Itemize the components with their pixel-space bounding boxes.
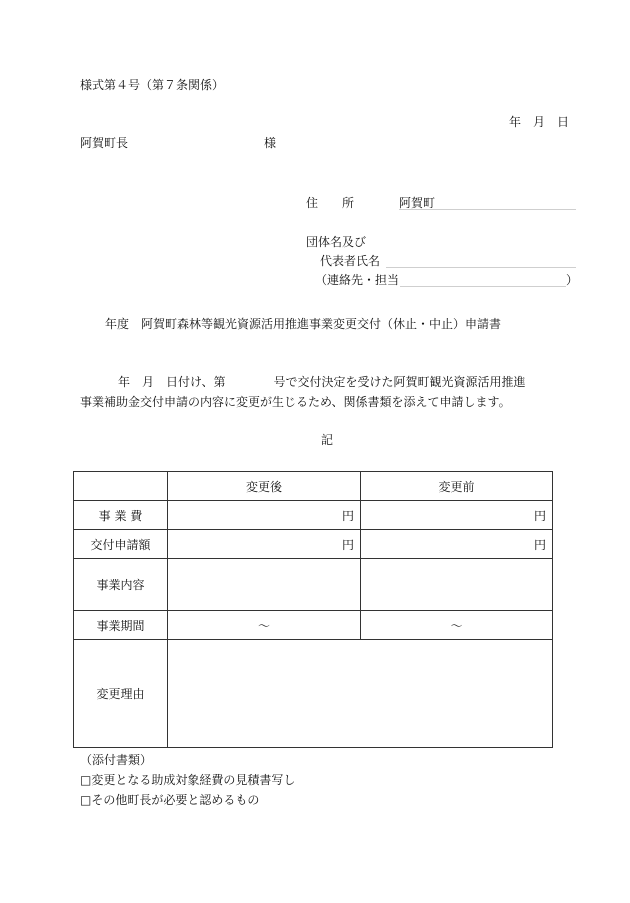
- cell-period-after[interactable]: 〜: [168, 611, 361, 640]
- address-label: 住 所: [306, 196, 355, 210]
- row-label-content: 事業内容: [74, 559, 168, 611]
- ki-mark: 記: [321, 433, 334, 447]
- date-line: 年 月 日: [509, 115, 570, 129]
- org-label-2: 代表者氏名: [320, 254, 381, 268]
- attachment-item-1: □変更となる助成対象経費の見積書写し: [80, 773, 296, 787]
- body-line-2: 事業補助金交付申請の内容に変更が生じるため、関係書類を添えて申請します。: [80, 395, 511, 409]
- attachment-item-2: □その他町長が必要と認めるもの: [80, 793, 260, 807]
- row-label-period: 事業期間: [74, 611, 168, 640]
- representative-underline: [386, 267, 576, 268]
- addressee-honorific: 様: [264, 136, 277, 150]
- table-row: [74, 559, 553, 611]
- cell-grant-amount-after[interactable]: 円: [168, 530, 361, 559]
- org-label-1: 団体名及び: [306, 235, 367, 249]
- body-line-1: 年 月 日付け、第 号で交付決定を受けた阿賀町観光資源活用推進: [118, 375, 526, 389]
- table-row: [74, 640, 553, 748]
- addressee-name: 阿賀町長: [80, 136, 129, 150]
- row-label-project-cost: 事 業 費: [74, 501, 168, 530]
- table-row: [74, 611, 553, 640]
- header-before: 変更前: [361, 472, 553, 501]
- contact-label: （連絡先・担当: [315, 273, 400, 287]
- cell-content-before[interactable]: [361, 559, 553, 611]
- address-value: 阿賀町: [399, 196, 436, 210]
- row-label-reason: 変更理由: [74, 640, 168, 748]
- table-row: [74, 501, 553, 530]
- cell-grant-amount-before[interactable]: 円: [361, 530, 553, 559]
- document-title: 年度 阿賀町森林等観光資源活用推進事業変更交付（休止・中止）申請書: [105, 317, 502, 331]
- cell-reason[interactable]: [168, 640, 553, 748]
- address-underline: [399, 209, 576, 210]
- cell-period-before[interactable]: 〜: [361, 611, 553, 640]
- table-row: [74, 530, 553, 559]
- cell-project-cost-after[interactable]: 円: [168, 501, 361, 530]
- contact-underline: [400, 286, 566, 287]
- cell-project-cost-before[interactable]: 円: [361, 501, 553, 530]
- row-label-grant-amount: 交付申請額: [74, 530, 168, 559]
- attachments-heading: （添付書類）: [80, 753, 153, 767]
- header-after: 変更後: [168, 472, 361, 501]
- contact-close: ）: [566, 273, 579, 287]
- form-number: 様式第４号（第７条関係）: [80, 78, 225, 92]
- table-header-row: [74, 472, 553, 501]
- change-table: [73, 471, 553, 748]
- header-blank: [74, 472, 168, 501]
- cell-content-after[interactable]: [168, 559, 361, 611]
